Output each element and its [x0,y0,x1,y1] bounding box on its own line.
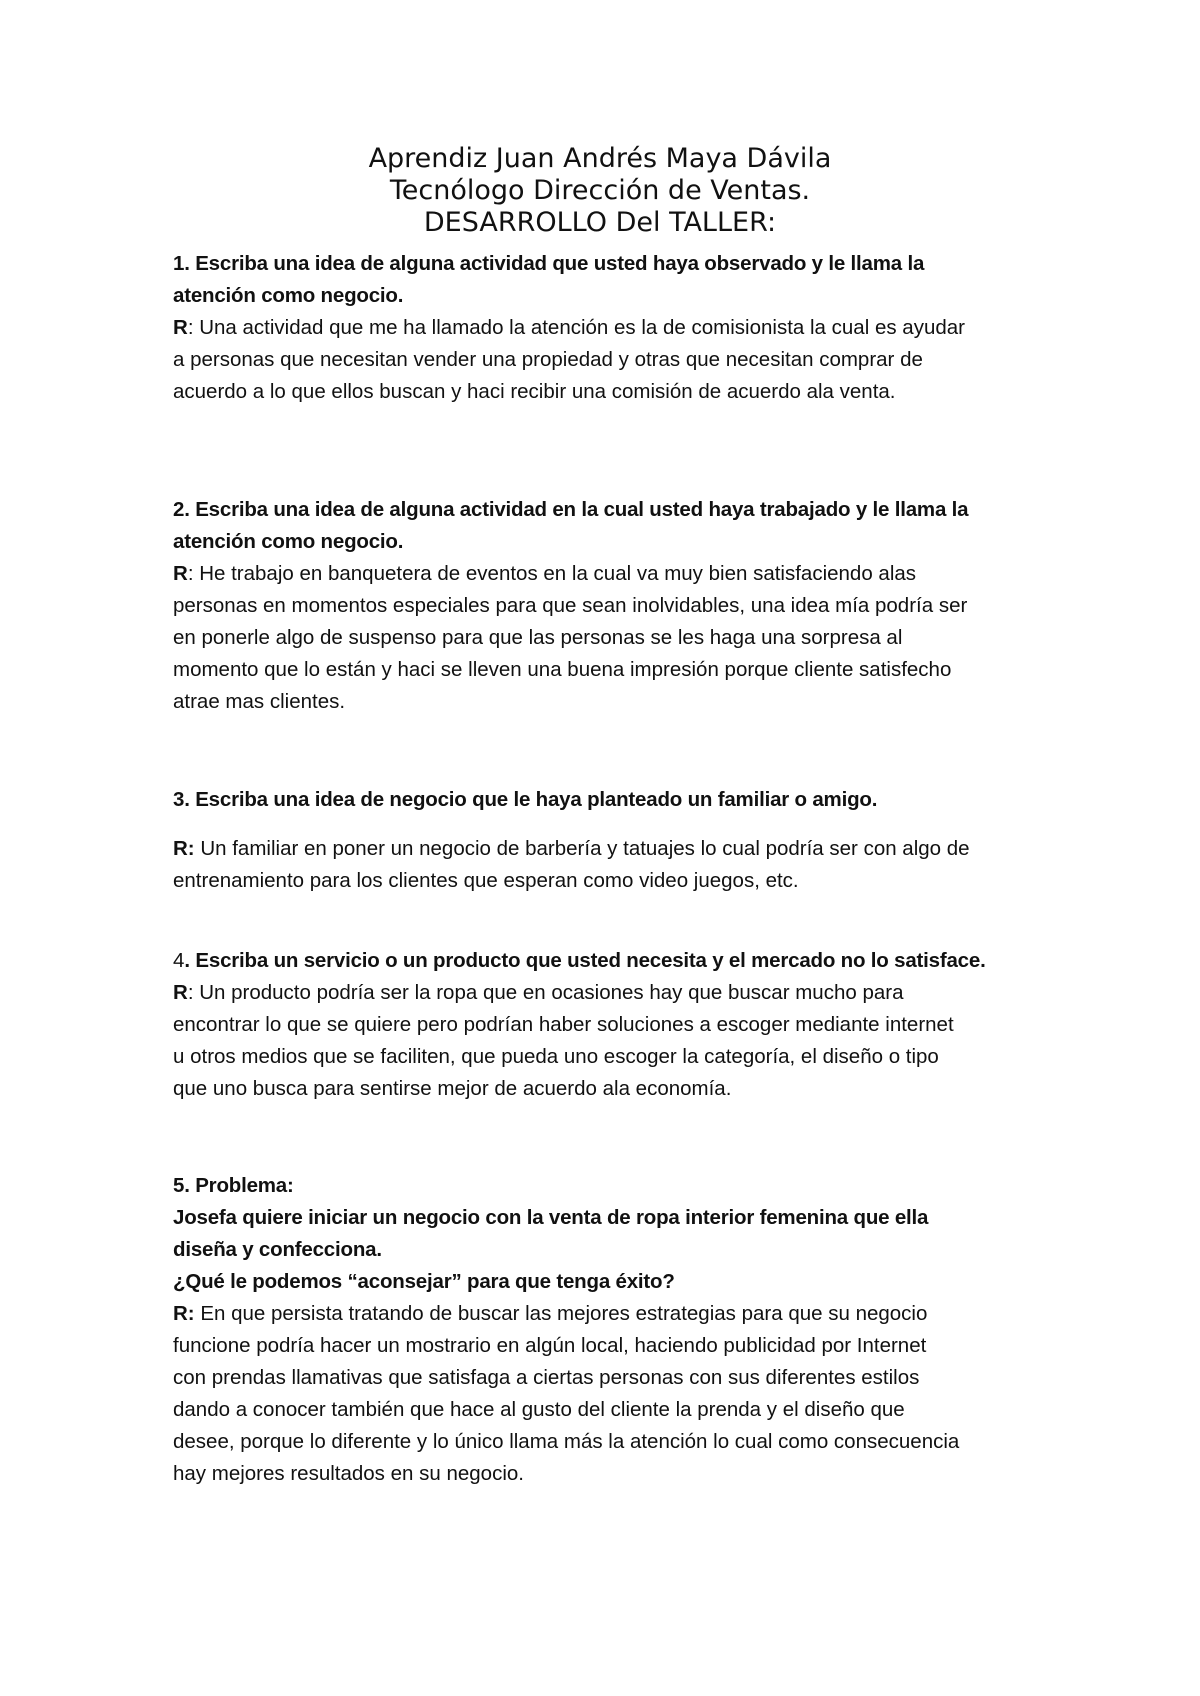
answer-5-line [173,1298,1053,1330]
question-4-line [173,945,1053,977]
answer-4-text: : Un producto podría ser la ropa que en ocasiones hay que buscar mucho para [187,981,904,1004]
program-line: Tecnólogo Dirección de Ventas. [389,175,811,206]
answer-label: R: [173,837,195,860]
answer-4-line: u otros medios que se faciliten, que pueda uno escoger la categoría, el diseño o tipo [173,1045,939,1068]
answer-5-line: dando a conocer también que hace al gusto del cliente la prenda y el diseño que [173,1398,905,1421]
answer-2-line: personas en momentos especiales para que sean inolvidables, una idea mía podría ser [173,594,968,617]
answer-2-text: : He trabajo en banquetera de eventos en la cual va muy bien satisfaciendo alas [187,562,917,585]
answer-5-line: con prendas llamativas que satisfaga a ciertas personas con sus diferentes estilos [173,1366,920,1389]
answer-4-line [173,977,1053,1009]
answer-label: R [173,562,188,585]
question-5-section [173,1170,1053,1490]
question-4-text: . Escriba un servicio o un producto que usted necesita y el mercado no lo satisface. [184,949,986,972]
question-5-text: Josefa quiere iniciar un negocio con la venta de ropa interior femenina que ella [173,1206,929,1229]
author-line: Aprendiz Juan Andrés Maya Dávila [368,143,832,174]
answer-4-line: que uno busca para sentirse mejor de acuerdo ala economía. [173,1077,732,1100]
answer-3-line [173,833,1053,865]
question-2-text: 2. Escriba una idea de alguna actividad en la cual usted haya trabajado y le llama la [173,498,969,521]
question-1-text: atención como negocio. [173,284,404,307]
answer-2-line [173,558,1053,590]
answer-1-line: a personas que necesitan vender una propiedad y otras que necesitan comprar de [173,348,923,371]
answer-1-line: acuerdo a lo que ellos buscan y haci recibir una comisión de acuerdo ala venta. [173,380,896,403]
question-3-section [173,784,1053,897]
answer-label: R: [173,1302,195,1325]
answer-3-line: entrenamiento para los clientes que esperan como video juegos, etc. [173,869,799,892]
answer-1-text: : Una actividad que me ha llamado la atención es la de comisionista la cual es ayudar [187,316,965,339]
answer-2-line: en ponerle algo de suspenso para que las personas se les haga una sorpresa al [173,626,903,649]
answer-5-line: funcione podría hacer un mostrario en algún local, haciendo publicidad por Internet [173,1334,927,1357]
question-4-number: 4 [173,949,185,972]
question-5-text: 5. Problema: [173,1174,294,1197]
question-1-section [173,248,1053,408]
question-2-section [173,494,1053,718]
answer-2-line: atrae mas clientes. [173,690,346,713]
answer-2-line: momento que lo están y haci se lleven una buena impresión porque cliente satisfecho [173,658,952,681]
question-5-text: ¿Qué le podemos “aconsejar” para que tenga éxito? [173,1270,675,1293]
answer-4-line: encontrar lo que se quiere pero podrían haber soluciones a escoger mediante internet [173,1013,954,1036]
document-header [0,143,1200,239]
question-5-text: diseña y confecciona. [173,1238,382,1261]
question-2-text: atención como negocio. [173,530,404,553]
answer-5-line: hay mejores resultados en su negocio. [173,1462,524,1485]
answer-5-line: desee, porque lo diferente y lo único llama más la atención lo cual como consecuencia [173,1430,960,1453]
answer-label: R [173,981,188,1004]
answer-label: R [173,316,188,339]
answer-3-text: Un familiar en poner un negocio de barbería y tatuajes lo cual podría ser con algo de [194,837,970,860]
question-1-text: 1. Escriba una idea de alguna actividad que usted haya observado y le llama la [173,252,925,275]
question-3-text: 3. Escriba una idea de negocio que le haya planteado un familiar o amigo. [173,788,878,811]
answer-1-line [173,312,1053,344]
answer-5-text: En que persista tratando de buscar las mejores estrategias para que su negocio [194,1302,928,1325]
question-4-section [173,945,1053,1105]
workshop-title: DESARROLLO Del TALLER: [423,207,777,238]
